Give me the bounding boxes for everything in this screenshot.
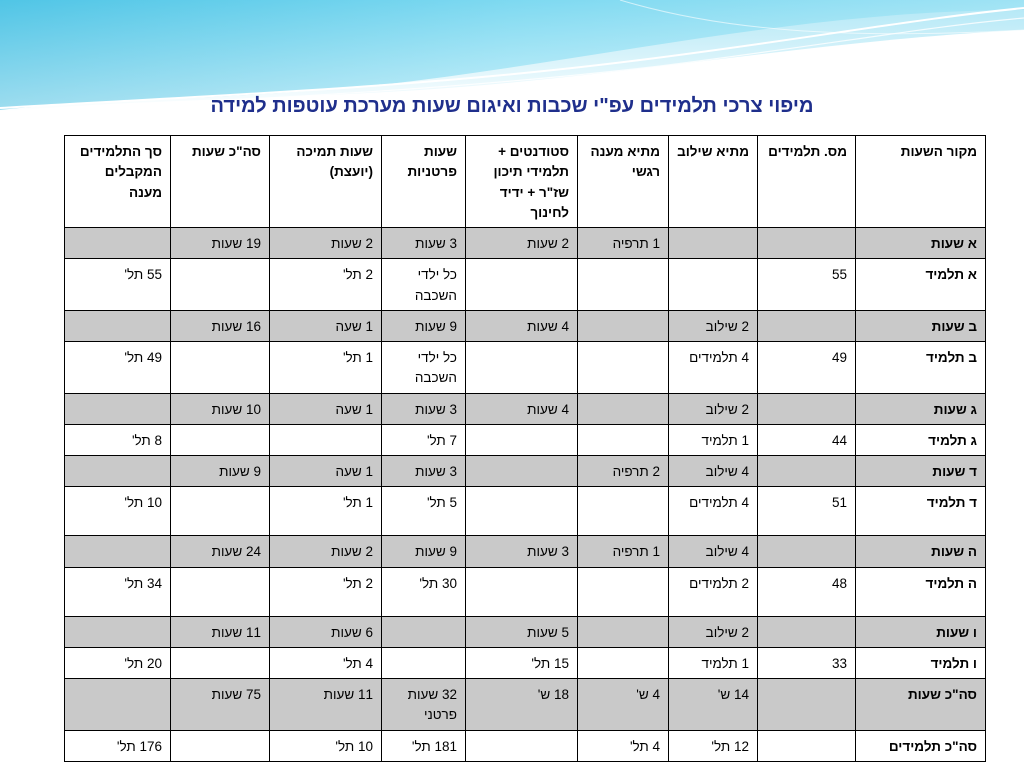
table-cell: כל ילדי השכבה [382, 342, 466, 394]
table-cell [578, 342, 669, 394]
table-cell [758, 456, 856, 487]
table-cell [382, 616, 466, 647]
table-cell [466, 342, 578, 394]
table-cell: 9 שעות [171, 456, 270, 487]
table-cell: 2 תל' [270, 567, 382, 616]
table-cell: 181 תל' [382, 730, 466, 761]
header-cell: סך התלמידים המקבלים מענה [65, 136, 171, 228]
table-cell [65, 393, 171, 424]
row-label: ו תלמיד [856, 647, 986, 678]
table-cell: 33 [758, 647, 856, 678]
table-cell [270, 424, 382, 455]
table-cell: 11 שעות [171, 616, 270, 647]
table-cell: 2 שילוב [669, 310, 758, 341]
table-cell: 4 תלמידים [669, 342, 758, 394]
table-cell: 30 תל' [382, 567, 466, 616]
table-row [65, 536, 986, 567]
table-cell: 75 שעות [171, 679, 270, 731]
table-cell [578, 647, 669, 678]
table-cell: 49 תל' [65, 342, 171, 394]
hours-mapping-table [64, 135, 986, 762]
table-cell: 51 [758, 487, 856, 536]
table-cell [466, 456, 578, 487]
header-cell: מתיא מענה רגשי [578, 136, 669, 228]
table-cell [466, 567, 578, 616]
table-row [65, 730, 986, 761]
table-cell: 2 שעות [466, 228, 578, 259]
table-row [65, 259, 986, 311]
table-cell [578, 487, 669, 536]
header-cell: מס. תלמידים [758, 136, 856, 228]
table-cell: 49 [758, 342, 856, 394]
row-label: ד תלמיד [856, 487, 986, 536]
header-cell: סטודנטים + תלמידי תיכון שז"ר + ידיד לחינוך [466, 136, 578, 228]
table-cell: 6 שעות [270, 616, 382, 647]
row-label: ה שעות [856, 536, 986, 567]
table-row [65, 616, 986, 647]
row-label: ו שעות [856, 616, 986, 647]
row-label: ד שעות [856, 456, 986, 487]
table-cell: 1 תלמיד [669, 424, 758, 455]
row-label: ג שעות [856, 393, 986, 424]
table-cell: 55 [758, 259, 856, 311]
table-cell [171, 487, 270, 536]
table-cell [65, 679, 171, 731]
header-cell: מתיא שילוב [669, 136, 758, 228]
table-cell [65, 310, 171, 341]
table-cell: 3 שעות [382, 456, 466, 487]
table-header-row [65, 136, 986, 228]
table-cell [758, 393, 856, 424]
table-cell: 9 שעות [382, 310, 466, 341]
table-cell [382, 647, 466, 678]
table-cell [758, 310, 856, 341]
table-cell: 4 שעות [466, 393, 578, 424]
table-cell: 3 שעות [466, 536, 578, 567]
table-row [65, 342, 986, 394]
row-label: ג תלמיד [856, 424, 986, 455]
table-cell [65, 616, 171, 647]
table-cell [578, 259, 669, 311]
table-cell: 10 שעות [171, 393, 270, 424]
table-cell: 2 שילוב [669, 393, 758, 424]
table-cell [65, 456, 171, 487]
table-cell: כל ילדי השכבה [382, 259, 466, 311]
table-cell: 4 ש' [578, 679, 669, 731]
table-row [65, 310, 986, 341]
table-cell: 15 תל' [466, 647, 578, 678]
table-cell: 1 תל' [270, 342, 382, 394]
header-cell: שעות תמיכה (יועצת) [270, 136, 382, 228]
table-cell: 7 תל' [382, 424, 466, 455]
table-cell: 4 תל' [270, 647, 382, 678]
table-cell: 20 תל' [65, 647, 171, 678]
table-cell: 176 תל' [65, 730, 171, 761]
table-cell: 16 שעות [171, 310, 270, 341]
table-cell [758, 730, 856, 761]
table-cell [669, 259, 758, 311]
table-cell: 1 תרפיה [578, 228, 669, 259]
table-cell: 55 תל' [65, 259, 171, 311]
table-cell: 1 תל' [270, 487, 382, 536]
table-cell [171, 647, 270, 678]
table-cell: 2 תל' [270, 259, 382, 311]
table-cell: 1 שעה [270, 393, 382, 424]
table-cell: 4 תלמידים [669, 487, 758, 536]
table-cell: 5 שעות [466, 616, 578, 647]
table-cell: 5 תל' [382, 487, 466, 536]
table-row [65, 647, 986, 678]
table-cell: 9 שעות [382, 536, 466, 567]
header-cell: שעות פרטניות [382, 136, 466, 228]
header-cell: סה"כ שעות [171, 136, 270, 228]
table-row [65, 228, 986, 259]
table-cell: 2 שעות [270, 536, 382, 567]
table-cell: 1 שעה [270, 310, 382, 341]
table-cell: 24 שעות [171, 536, 270, 567]
table-row [65, 393, 986, 424]
table-cell: 8 תל' [65, 424, 171, 455]
table-cell: 14 ש' [669, 679, 758, 731]
table-cell: 11 שעות [270, 679, 382, 731]
table-cell: 4 תל' [578, 730, 669, 761]
table-cell: 2 תרפיה [578, 456, 669, 487]
table-cell: 3 שעות [382, 228, 466, 259]
table-cell: 48 [758, 567, 856, 616]
table-cell [669, 228, 758, 259]
table-row [65, 679, 986, 731]
table-cell [758, 616, 856, 647]
table-cell [171, 567, 270, 616]
table-cell: 1 שעה [270, 456, 382, 487]
table-cell [758, 536, 856, 567]
table-cell [171, 259, 270, 311]
table-cell [578, 310, 669, 341]
table-cell: 2 שעות [270, 228, 382, 259]
table-cell [578, 616, 669, 647]
table-row [65, 567, 986, 616]
table-cell [65, 228, 171, 259]
table-cell [578, 567, 669, 616]
table-cell [65, 536, 171, 567]
slide-title: מיפוי צרכי תלמידים עפ"י שכבות ואיגום שעות מערכת עוטפות למידה [210, 95, 814, 117]
table-cell: 34 תל' [65, 567, 171, 616]
table-cell [578, 393, 669, 424]
table-cell [466, 487, 578, 536]
table-cell: 32 שעות פרטני [382, 679, 466, 731]
table-cell: 12 תל' [669, 730, 758, 761]
table-cell [171, 424, 270, 455]
table-cell [171, 342, 270, 394]
row-label: סה"כ תלמידים [856, 730, 986, 761]
table-row [65, 487, 986, 536]
table-cell: 44 [758, 424, 856, 455]
table-cell: 1 תלמיד [669, 647, 758, 678]
table-cell [578, 424, 669, 455]
header-cell: מקור השעות [856, 136, 986, 228]
table-cell [758, 679, 856, 731]
table-cell: 4 שעות [466, 310, 578, 341]
table-cell [758, 228, 856, 259]
row-label: סה"כ שעות [856, 679, 986, 731]
table-cell: 2 תלמידים [669, 567, 758, 616]
table-cell [466, 424, 578, 455]
table-cell [466, 730, 578, 761]
table-cell [171, 730, 270, 761]
table-cell: 3 שעות [382, 393, 466, 424]
table-cell: 10 תל' [270, 730, 382, 761]
table-row [65, 456, 986, 487]
row-label: ב שעות [856, 310, 986, 341]
table-cell: 1 תרפיה [578, 536, 669, 567]
table-body [65, 228, 986, 762]
table-cell: 19 שעות [171, 228, 270, 259]
table-row [65, 424, 986, 455]
row-label: ב תלמיד [856, 342, 986, 394]
row-label: א שעות [856, 228, 986, 259]
table-cell: 10 תל' [65, 487, 171, 536]
row-label: א תלמיד [856, 259, 986, 311]
row-label: ה תלמיד [856, 567, 986, 616]
table-cell [466, 259, 578, 311]
table-cell: 18 ש' [466, 679, 578, 731]
table-cell: 2 שילוב [669, 616, 758, 647]
table-cell: 4 שילוב [669, 536, 758, 567]
table-cell: 4 שילוב [669, 456, 758, 487]
